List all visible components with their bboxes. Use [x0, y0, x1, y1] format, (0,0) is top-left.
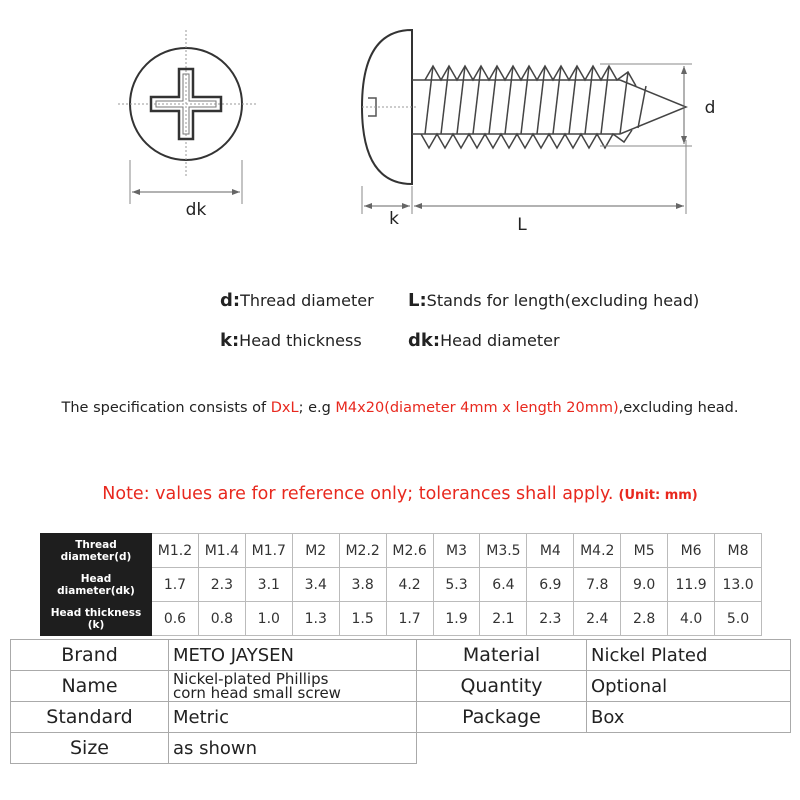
dimension-row-label: Head thickness (k)	[41, 602, 152, 636]
dimension-table	[40, 533, 762, 636]
screw-diagram	[0, 0, 800, 260]
name-value-line: corn head small screw	[173, 684, 341, 702]
dimension-row	[41, 534, 762, 568]
quantity-label: Quantity	[417, 671, 587, 702]
dimension-cell: 4.0	[668, 602, 715, 636]
dimension-cell: 9.0	[621, 568, 668, 602]
legend-d	[220, 290, 374, 311]
legend-text: Head diameter	[440, 331, 560, 350]
legend-key: L:	[408, 290, 427, 311]
size-value: as shown	[169, 733, 417, 764]
dimension-cell: 6.4	[480, 568, 527, 602]
dimension-cell: 1.9	[433, 602, 480, 636]
legend-k	[220, 330, 362, 351]
legend-l	[408, 290, 699, 311]
dimension-row	[41, 568, 762, 602]
note-text: Note: values are for reference only; tolerances shall apply.	[102, 484, 614, 504]
empty-cell	[587, 733, 791, 764]
dimension-cell: M1.4	[198, 534, 245, 568]
standard-label: Standard	[11, 702, 169, 733]
package-label: Package	[417, 702, 587, 733]
dimension-cell: M4	[527, 534, 574, 568]
quantity-value: Optional	[587, 671, 791, 702]
tolerance-note	[0, 484, 800, 504]
dimension-row-label: Thread diameter(d)	[41, 534, 152, 568]
l-dimension-label: L	[517, 215, 527, 235]
dimension-cell: 5.0	[715, 602, 762, 636]
dimension-cell: 5.3	[433, 568, 480, 602]
dimension-cell: M6	[668, 534, 715, 568]
legend-key: dk:	[408, 330, 441, 351]
material-label: Material	[417, 640, 587, 671]
dimension-cell: 3.4	[292, 568, 339, 602]
dimension-cell: M1.7	[245, 534, 292, 568]
dimension-cell: M2	[292, 534, 339, 568]
product-properties-table	[10, 639, 791, 764]
spec-example: M4x20(diameter 4mm x length 20mm)	[335, 400, 619, 416]
dimension-cell: M8	[715, 534, 762, 568]
screw-side-view	[362, 30, 692, 214]
dk-dimension-label: dk	[185, 200, 207, 220]
dimension-cell: M1.2	[152, 534, 199, 568]
dimension-cell: 0.8	[198, 602, 245, 636]
dimension-cell: 2.8	[621, 602, 668, 636]
dimension-row-label: Head diameter(dk)	[41, 568, 152, 602]
legend-key: d:	[220, 290, 241, 311]
properties-row	[11, 702, 791, 733]
name-value-line: Nickel-plated Phillips	[173, 670, 329, 688]
dimension-cell: 2.3	[198, 568, 245, 602]
dimension-cell: M3.5	[480, 534, 527, 568]
dimension-cell: 11.9	[668, 568, 715, 602]
dimension-cell: 6.9	[527, 568, 574, 602]
d-dimension-label: d	[704, 98, 716, 118]
legend-key: k:	[220, 330, 240, 351]
properties-row	[11, 671, 791, 702]
specification-text	[0, 400, 800, 416]
spec-middle: ; e.g	[298, 400, 336, 416]
dimension-cell: 2.4	[574, 602, 621, 636]
brand-value: METO JAYSEN	[169, 640, 417, 671]
standard-value: Metric	[169, 702, 417, 733]
dimension-cell: M5	[621, 534, 668, 568]
empty-cell	[417, 733, 587, 764]
properties-row	[11, 733, 791, 764]
dimension-cell: 1.5	[339, 602, 386, 636]
name-label: Name	[11, 671, 169, 702]
dimension-cell: 0.6	[152, 602, 199, 636]
material-value: Nickel Plated	[587, 640, 791, 671]
head-top-view	[118, 30, 258, 204]
dimension-cell: 1.0	[245, 602, 292, 636]
spec-suffix: ,excluding head.	[618, 400, 739, 416]
dimension-cell: 2.1	[480, 602, 527, 636]
dimension-cell: 3.1	[245, 568, 292, 602]
legend-text: Head thickness	[239, 331, 362, 350]
dimension-cell: M4.2	[574, 534, 621, 568]
name-value	[169, 671, 417, 702]
brand-label: Brand	[11, 640, 169, 671]
size-label: Size	[11, 733, 169, 764]
k-dimension-label: k	[389, 209, 399, 229]
legend-text: Thread diameter	[240, 291, 374, 310]
dimension-cell: 1.7	[152, 568, 199, 602]
dimension-cell: 3.8	[339, 568, 386, 602]
spec-dxl: DxL	[270, 400, 299, 416]
dimension-cell: 1.7	[386, 602, 433, 636]
dimension-row	[41, 602, 762, 636]
dimension-cell: 13.0	[715, 568, 762, 602]
dimension-cell: 4.2	[386, 568, 433, 602]
dimension-cell: M3	[433, 534, 480, 568]
note-unit: (Unit: mm)	[618, 488, 698, 503]
dimension-cell: M2.6	[386, 534, 433, 568]
legend-dk	[408, 330, 560, 351]
legend-text: Stands for length(excluding head)	[426, 291, 700, 310]
dimension-cell: 1.3	[292, 602, 339, 636]
dimension-cell: M2.2	[339, 534, 386, 568]
package-value: Box	[587, 702, 791, 733]
dimension-cell: 2.3	[527, 602, 574, 636]
properties-row	[11, 640, 791, 671]
dimension-cell: 7.8	[574, 568, 621, 602]
spec-prefix: The specification consists of	[61, 400, 271, 416]
